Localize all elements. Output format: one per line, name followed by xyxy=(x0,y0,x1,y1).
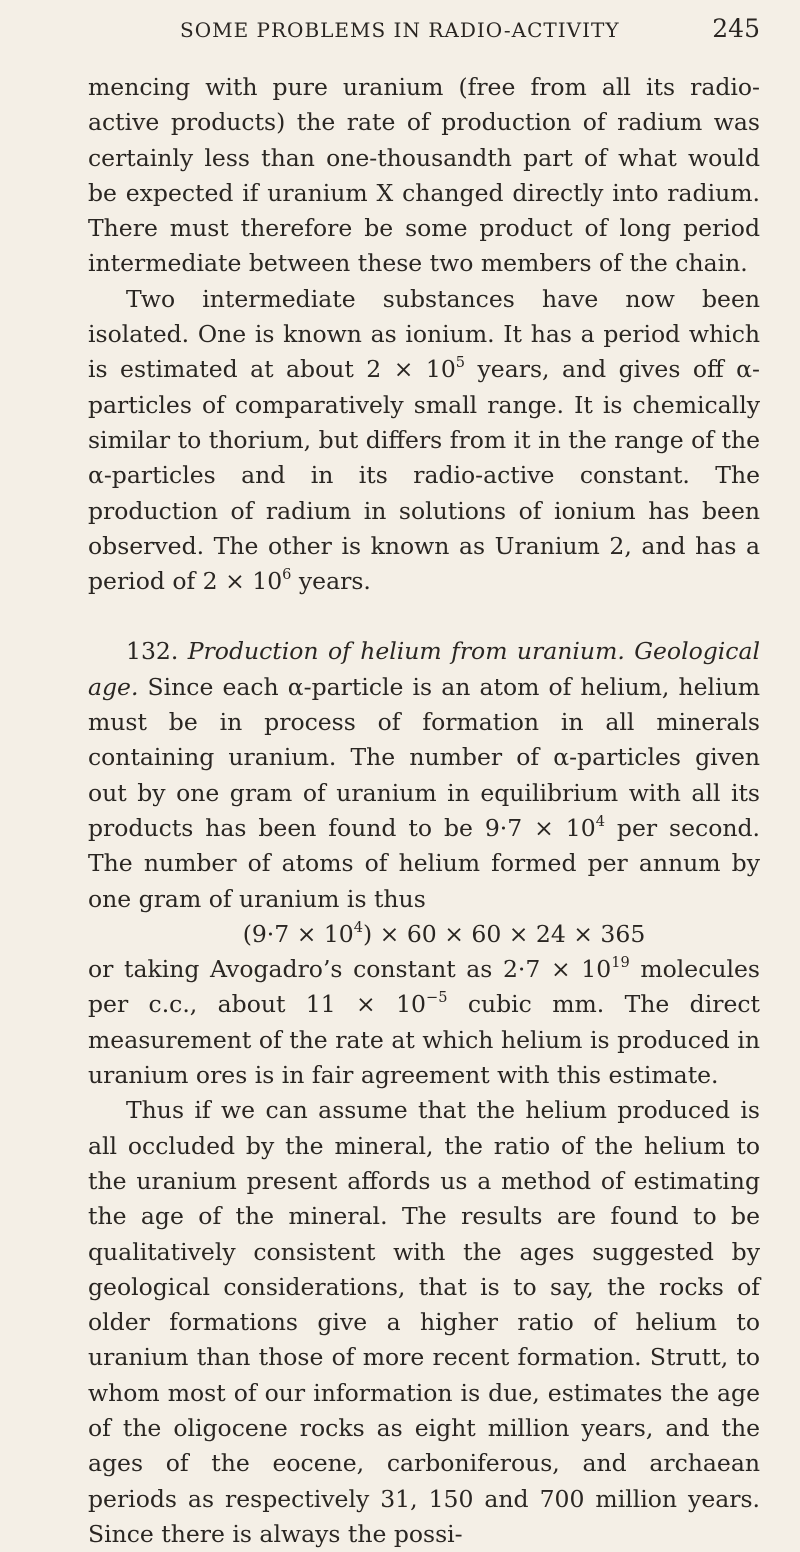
equation xyxy=(88,917,760,952)
superscript: 4 xyxy=(595,812,605,830)
paragraph-text: years. xyxy=(291,567,371,596)
paragraph-text: Since each α-particle is an atom of helium, helium must be in process of formation in all minerals containing uranium. The number of α-particles given out by one gram of uranium in equilibrium with all its products has been found to be 9·7 × 10 xyxy=(88,672,760,842)
paragraph-geological-age: Thus if we can assume that the helium produced is all occluded by the mineral, the ratio of the helium to the uranium present affords us a method of estimating the age of the mineral. The results are found to be qualitatively consistent with the ages suggested by geological considerations, that is to say, the rocks of older formations give a higher ratio of helium to uranium than those of more recent formation. Strutt, to whom most of our information is due, estimates the age of the oligocene rocks as eight million years, and the ages of the eocene, carboniferous, and archaean periods as respectively 31, 150 and 700 million years. Since there is always the possi- xyxy=(88,1096,760,1548)
page-number: 245 xyxy=(712,14,760,43)
superscript: 4 xyxy=(353,918,364,936)
equation-part: ) × 60 × 60 × 24 × 365 xyxy=(363,919,646,948)
superscript: 6 xyxy=(282,565,292,583)
paragraph-avogadro xyxy=(88,952,760,1093)
superscript: −5 xyxy=(426,989,448,1007)
paragraph-intermediate-substances xyxy=(88,282,760,600)
paragraph-text: Two intermediate substances have now been isolated. One is known as ionium. It has a period which is estimated at about 2 × 10 xyxy=(88,284,760,384)
superscript: 5 xyxy=(455,354,466,372)
paragraph-text: years, and gives off α-particles of comparatively small range. It is chemically similar to thorium, but differs from it in the range of the α-particles and in its radio-active constant. The production of radium in solutions of ionium has been observed. The other is known as Uranium 2, and has a period of 2 × 10 xyxy=(88,355,760,596)
equation-part: (9·7 × 10 xyxy=(242,919,354,948)
section-heading: Production of helium from uranium. Geological age. xyxy=(88,637,760,701)
paragraph-text: cubic mm. The direct measurement of the rate at which helium is produced in uranium ores is in fair agreement with this estimate. xyxy=(88,990,760,1090)
section-number: 132. xyxy=(126,637,179,666)
paragraph-text: per second. The number of atoms of helium formed per annum by one gram of uranium is thus xyxy=(88,813,760,913)
paragraph-text: or taking Avogadro’s constant as 2·7 × 10 xyxy=(88,955,612,984)
superscript: 19 xyxy=(611,953,630,971)
running-head-title: SOME PROBLEMS IN RADIO-ACTIVITY xyxy=(180,18,620,42)
paragraph-text: molecules per c.c., about 11 × 10 xyxy=(88,955,760,1019)
page-body xyxy=(88,70,760,1552)
running-head xyxy=(88,8,760,48)
section-132 xyxy=(88,634,760,916)
paragraph-continuation: mencing with pure uranium (free from all its radio-active products) the rate of production of radium was certainly less than one-thousandth part of what would be expected if uranium X changed directly into radium. There must therefore be some product of long period intermediate between these two members of the chain. xyxy=(88,73,760,278)
